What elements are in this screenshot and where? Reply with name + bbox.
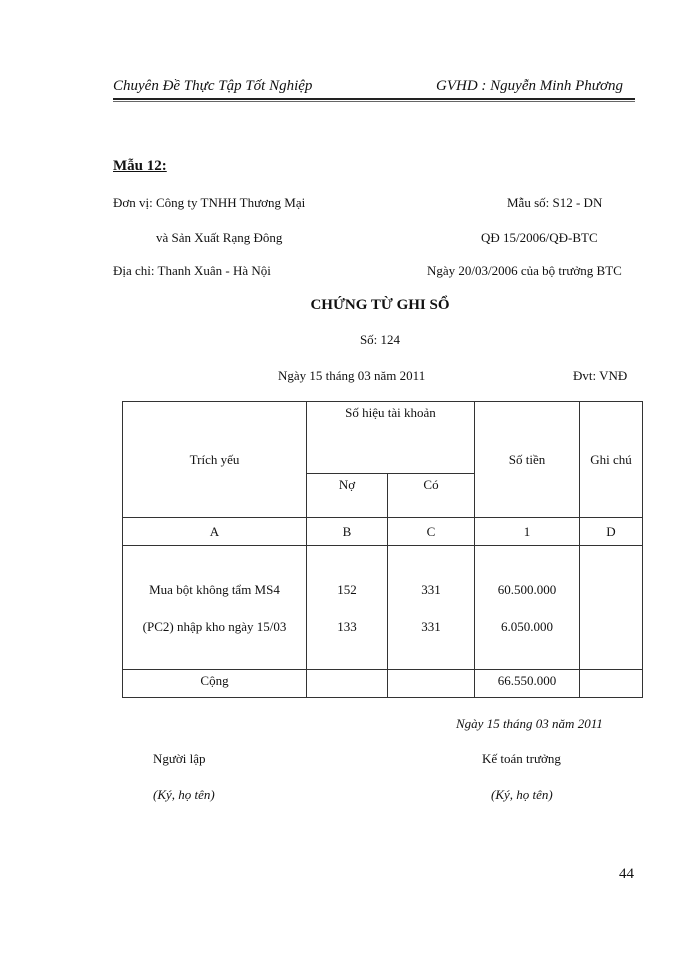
code-row: [123, 518, 643, 546]
unit-line-1: Đơn vị: Công ty TNHH Thương Mại: [113, 195, 306, 210]
decision: QĐ 15/2006/QĐ-BTC: [481, 230, 598, 245]
debit-value: 152: [337, 581, 357, 597]
header-right: GVHD : Nguyễn Minh Phương: [436, 78, 623, 94]
voucher-table: [122, 401, 643, 698]
unit-of-measure: Đvt: VNĐ: [573, 368, 628, 383]
total-amount: 66.550.000: [475, 670, 580, 698]
header-account-group: Số hiệu tài khoản: [307, 402, 475, 474]
entry-summary: [123, 546, 307, 670]
amount-value: 60.500.000: [497, 581, 557, 597]
footer-date: Ngày 15 tháng 03 năm 2011: [456, 716, 603, 731]
code-a: A: [123, 518, 307, 546]
table-row: [123, 546, 643, 670]
code-d: D: [580, 518, 643, 546]
address: Địa chỉ: Thanh Xuân - Hà Nội: [113, 263, 271, 278]
total-debit: [307, 670, 388, 698]
entry-note: [580, 546, 643, 670]
debit-value: 133: [337, 618, 357, 634]
form-label: Mẫu 12:: [113, 158, 167, 174]
header-debit: Nợ: [307, 474, 388, 518]
total-label: Cộng: [123, 670, 307, 698]
page-number: 44: [619, 866, 634, 882]
chief-accountant-sign: (Ký, họ tên): [491, 787, 553, 802]
total-row: [123, 670, 643, 698]
code-c: C: [388, 518, 475, 546]
header-rule: [113, 98, 635, 100]
header-credit: Có: [388, 474, 475, 518]
entry-credit: [388, 546, 475, 670]
entry-summary-line-1: Mua bột không tẩm MS4: [149, 581, 280, 597]
entry-debit: [307, 546, 388, 670]
credit-value: 331: [421, 618, 441, 634]
total-note: [580, 670, 643, 698]
entry-summary-line-2: (PC2) nhập kho ngày 15/03: [142, 618, 287, 634]
unit-line-2: và Sản Xuất Rạng Đông: [156, 230, 283, 245]
amount-value: 6.050.000: [501, 618, 553, 634]
total-credit: [388, 670, 475, 698]
preparer-label: Người lập: [153, 751, 206, 766]
header-note: Ghi chú: [580, 402, 643, 518]
header-rule-thin: [113, 101, 635, 102]
decision-date: Ngày 20/03/2006 của bộ trưởng BTC: [427, 263, 622, 278]
chief-accountant-label: Kế toán trưởng: [482, 751, 561, 766]
entry-amount: [475, 546, 580, 670]
form-number: Mẫu số: S12 - DN: [507, 195, 603, 210]
credit-value: 331: [421, 581, 441, 597]
header-left: Chuyên Đề Thực Tập Tốt Nghiệp: [113, 78, 313, 94]
header-amount: Số tiền: [475, 402, 580, 518]
code-1: 1: [475, 518, 580, 546]
header-summary: Trích yếu: [123, 402, 307, 518]
document-title: CHỨNG TỪ GHI SỔ: [310, 297, 450, 313]
preparer-sign: (Ký, họ tên): [153, 787, 215, 802]
voucher-number: Số: 124: [359, 332, 401, 347]
voucher-date: Ngày 15 tháng 03 năm 2011: [278, 368, 426, 383]
code-b: B: [307, 518, 388, 546]
